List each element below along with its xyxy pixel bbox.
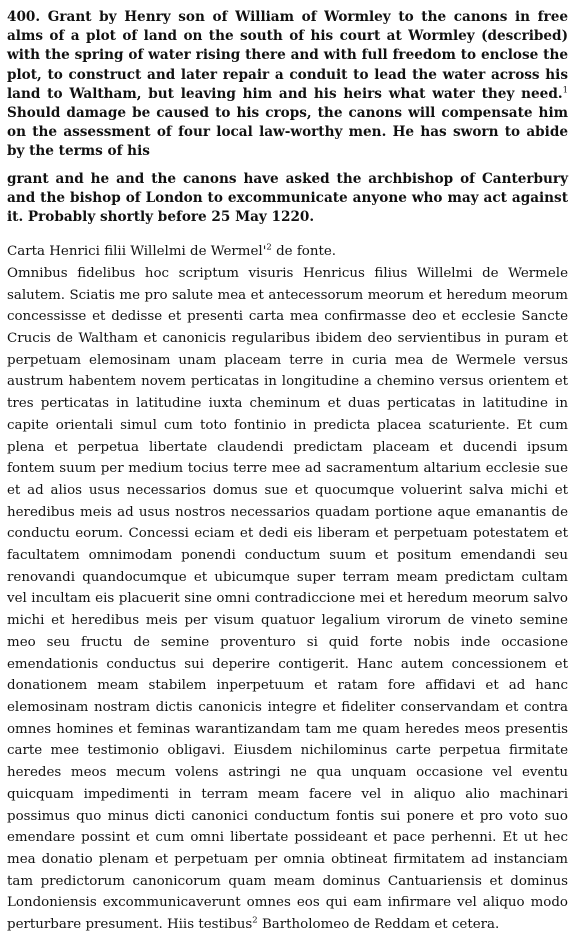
- entry-summary: [7, 8, 568, 162]
- entry-summary-text: 400. Grant by Henry son of William of Wormley to the canons in free alms of a plot of land on the south of his court at Wormley (described) with the spring of water rising there and with full freedom to enclose the plot, to construct and later repair a conduit to lead the water across his land to Waltham, but leaving him and his heirs what water they need.: [7, 9, 568, 102]
- charter-title: [7, 241, 568, 263]
- footnote-marker: 1: [562, 85, 568, 96]
- document-page: [7, 8, 568, 936]
- footnote-marker: 2: [252, 915, 258, 926]
- charter-title-text: Carta Henrici filii Willelmi de Wermel': [7, 244, 267, 260]
- charter-body: [7, 263, 568, 936]
- charter-text: [7, 241, 568, 936]
- charter-title-suffix: de fonte.: [271, 244, 337, 260]
- charter-body-text: Omnibus fidelibus hoc scriptum visuris Henricus filius Willelmi de Wermele salutem. Sciatis me pro salute mea et antecessorum meorum et heredum meorum concessisse et dedisse et presenti carta mea confirmasse deo et ecclesie Sancte Crucis de Waltham et canonicis regularibus ibidem deo servientibus in puram et perpetuam elemosinam unam placeam terre in curia mea de Wermele versus austrum habentem novem perticatas in longitudine a chemino versus orientem et tres perticatas in latitudine iuxta cheminum et duas perticatas in latitudine in capite orientali simul cum toto fontinio in predicta placea scaturiente. Et cum plena et perpetua libertate claudendi predictam placeam et ducendi ipsum fontem suum per medium tocius terre mee ad sacramentum altarium ecclesie sue et ad alios usus necessarios domus sue et quocumque voluerint salva michi et heredibus meis ad usus nostros necessarios quadam portione aque emanantis de conductu eorum. Concessi eciam et dedi eis liberam et perpetuam potestatem et facultatem omnimodam ponendi conductum suum et positum emendandi seu renovandi quandocumque et ubicumque super terram meam predictam cultam vel incultam eis placuerit sine omni contradiccione mei et heredum meorum salvo michi et heredibus meis per visum quatuor legalium virorum de vineto semine meo seu fructu de semine proventuro si quid forte nobis inde occasione emendationis conductus sui deperire contigerit. Hanc autem concessionem et donationem meam stabilem inperpetuum et ratam fore affidavi et ad hanc elemosinam nostram dictis canonicis integre et fideliter conservandam et contra omnes homines et feminas warantizandam tam me quam heredes meos presentis carte mee testimonio obligavi. Eiusdem nichilominus carte perpetua firmitate heredes meos mecum volens astringi ne qua unquam occasione vel eventu quicquam impedimenti in terram meam facere vel in aliquo alio machinari possimus quo minus dicti canonici conductum fontis sui ponere et pro voto suo emendare possint et cum omni libertate possideant et pace perhenni. Et ut hec mea donatio plenam et perpetuam per omnia obtineat firmitatem ad instanciam tam predictorum canonicorum quam meam dominus Cantuariensis et dominus Londoniensis excommunicaverunt omnes eos qui eam infirmare vel aliquo modo perturbare presument. Hiis testibus: [7, 265, 568, 933]
- entry-summary-text-cont: Should damage be caused to his crops, the canons will compensate him on the assessment of four local law-worthy men. He has sworn to abide by the terms of his: [7, 105, 568, 160]
- footnote-marker: 2: [266, 242, 272, 253]
- charter-witnesses: Bartholomeo de Reddam et cetera.: [257, 917, 500, 933]
- entry-summary-continued: grant and he and the canons have asked the archbishop of Canterbury and the bishop of London to excommunicate anyone who may act against it. Probably shortly before 25 May 1220.: [7, 170, 568, 226]
